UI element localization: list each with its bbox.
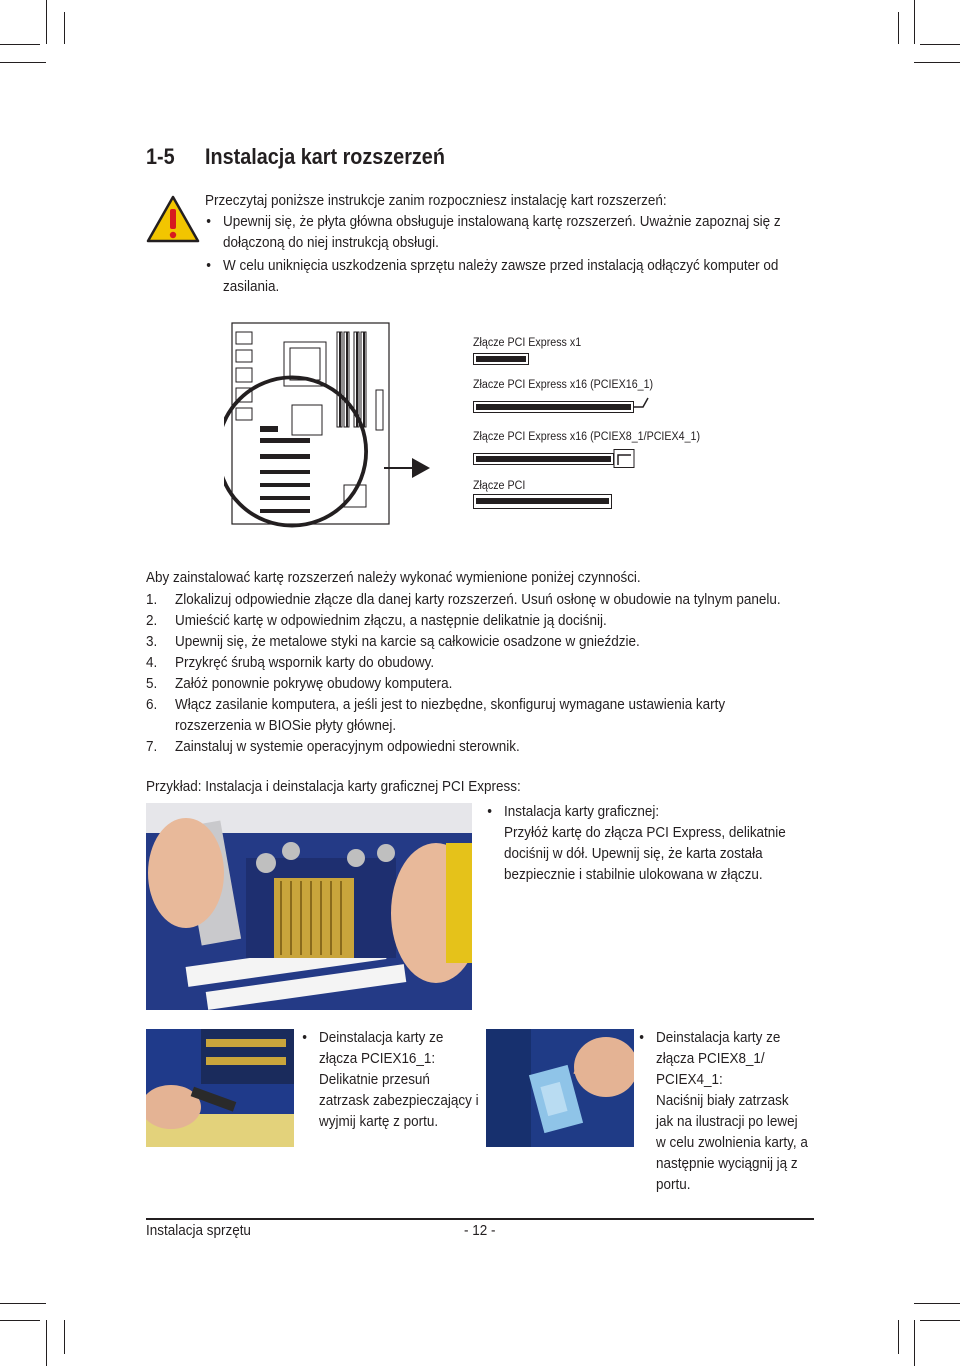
crop-mark xyxy=(64,12,65,44)
step-text: rozszerzenia w BIOSie płyty głównej. xyxy=(175,718,397,734)
step-number: 4. xyxy=(146,655,158,671)
steps-intro: Aby zainstalować kartę rozszerzeń należy wykonać wymienione poniżej czynności. xyxy=(146,570,641,586)
remove16-text-line-5: wyjmij kartę z portu. xyxy=(319,1114,439,1130)
crop-mark xyxy=(920,1320,960,1321)
remove16-text-line-3: Delikatnie przesuń xyxy=(319,1072,430,1088)
crop-mark xyxy=(64,1320,65,1354)
step-text: Zainstaluj w systemie operacyjnym odpowiedni sterownik. xyxy=(175,739,520,755)
install-text-line-2: Przyłóż kartę do złącza PCI Express, delikatnie xyxy=(504,825,786,841)
remove8-text-line-8: portu. xyxy=(656,1177,691,1193)
step-text: Załóż ponownie pokrywę obudowy komputera. xyxy=(175,676,453,692)
warning-bullet-2-line-1: • W celu uniknięcia uszkodzenia sprzętu należy zawsze przed instalacją odłączyć komputer od xyxy=(223,256,778,277)
install-text-line-4: bezpiecznie i stabilnie ulokowana w złączu. xyxy=(504,867,763,883)
warning-bullet-2-line-2: zasilania. xyxy=(223,279,280,295)
remove8-text-line-7: następnie wyciągnij ją z xyxy=(656,1156,798,1172)
remove16-text-line-4: zatrzask zabezpieczający i xyxy=(319,1093,479,1109)
crop-mark xyxy=(0,62,46,63)
remove16-text-line-1: • Deinstalacja karty ze xyxy=(319,1028,443,1049)
photo-remove-pciex8 xyxy=(486,1029,634,1147)
step-number: 7. xyxy=(146,739,158,755)
crop-mark xyxy=(0,44,40,45)
motherboard-diagram xyxy=(224,320,434,532)
crop-mark xyxy=(0,1303,46,1304)
slot-label-pcie-x8: Złącze PCI Express x16 (PCIEX8_1/PCIEX4_1) xyxy=(473,431,701,443)
warning-intro: Przeczytaj poniższe instrukcje zanim rozpoczniesz instalację kart rozszerzeń: xyxy=(205,193,667,209)
crop-mark xyxy=(0,1320,40,1321)
step-text: Umieścić kartę w odpowiednim złączu, a następnie delikatnie ją dociśnij. xyxy=(175,613,607,629)
crop-mark xyxy=(46,1320,47,1366)
example-caption: Przykład: Instalacja i deinstalacja karty graficznej PCI Express: xyxy=(146,779,521,795)
photo-remove-pciex16 xyxy=(146,1029,294,1147)
install-text-line-1: • Instalacja karty graficznej: xyxy=(504,802,659,823)
footer-rule xyxy=(146,1218,814,1220)
remove8-text-line-2: złącza PCIEX8_1/ xyxy=(656,1051,765,1067)
slot-pcie-x16-drawing xyxy=(473,396,653,418)
step-text: Włącz zasilanie komputera, a jeśli jest to niezbędne, skonfiguruj wymagane ustawienia karty xyxy=(175,697,726,713)
step-number: 1. xyxy=(146,592,158,608)
slot-label-pcie-x16: Złacze PCI Express x16 (PCIEX16_1) xyxy=(473,379,654,391)
crop-mark xyxy=(914,1303,960,1304)
step-text: Upewnij się, że metalowe styki na karcie są całkowicie osadzone w gnieździe. xyxy=(175,634,640,650)
step-number: 3. xyxy=(146,634,158,650)
section-title: Instalacja kart rozszerzeń xyxy=(205,144,445,169)
step-text: Przykręć śrubą wspornik karty do obudowy. xyxy=(175,655,435,671)
install-text-line-3: dociśnij w dół. Upewnij się, że karta została xyxy=(504,846,763,862)
step-number: 6. xyxy=(146,697,158,713)
crop-mark xyxy=(920,44,960,45)
remove8-text-line-3: PCIEX4_1: xyxy=(656,1072,723,1088)
step-text: Zlokalizuj odpowiednie złącze dla danej karty rozszerzeń. Usuń osłonę w obudowie na tylnym panelu. xyxy=(175,592,781,608)
remove8-text-line-4: Naciśnij biały zatrzask xyxy=(656,1093,789,1109)
warning-bullet-1-line-2: dołączoną do niej instrukcją obsługi. xyxy=(223,235,439,251)
remove8-text-line-1: • Deinstalacja karty ze xyxy=(656,1028,780,1049)
remove8-text-line-5: jak na ilustracji po lewej xyxy=(656,1114,798,1130)
slot-pci-drawing xyxy=(473,494,613,510)
slot-label-pci: Złącze PCI xyxy=(473,480,526,492)
crop-mark xyxy=(914,1320,915,1366)
section-number: 1-5 xyxy=(146,144,175,169)
crop-mark xyxy=(914,62,960,63)
step-number: 2. xyxy=(146,613,158,629)
remove8-text-line-6: w celu zwolnienia karty, a xyxy=(656,1135,808,1151)
page-number: - 12 - xyxy=(464,1223,496,1239)
step-number: 5. xyxy=(146,676,158,692)
footer-section: Instalacja sprzętu xyxy=(146,1223,251,1239)
crop-mark xyxy=(898,1320,899,1354)
slot-label-pcie-x1: Złącze PCI Express x1 xyxy=(473,337,582,349)
warning-bullet-1-line-1: • Upewnij się, że płyta główna obsługuje instalowaną kartę rozszerzeń. Uważnie zapoznaj się z xyxy=(223,212,781,233)
crop-mark xyxy=(46,0,47,44)
crop-mark xyxy=(898,12,899,44)
remove16-text-line-2: złącza PCIEX16_1: xyxy=(319,1051,436,1067)
crop-mark xyxy=(914,0,915,44)
slot-pcie-x8-drawing xyxy=(473,449,643,469)
warning-icon xyxy=(146,195,200,243)
photo-install-card xyxy=(146,803,472,1010)
slot-pcie-x1-drawing xyxy=(473,353,529,365)
